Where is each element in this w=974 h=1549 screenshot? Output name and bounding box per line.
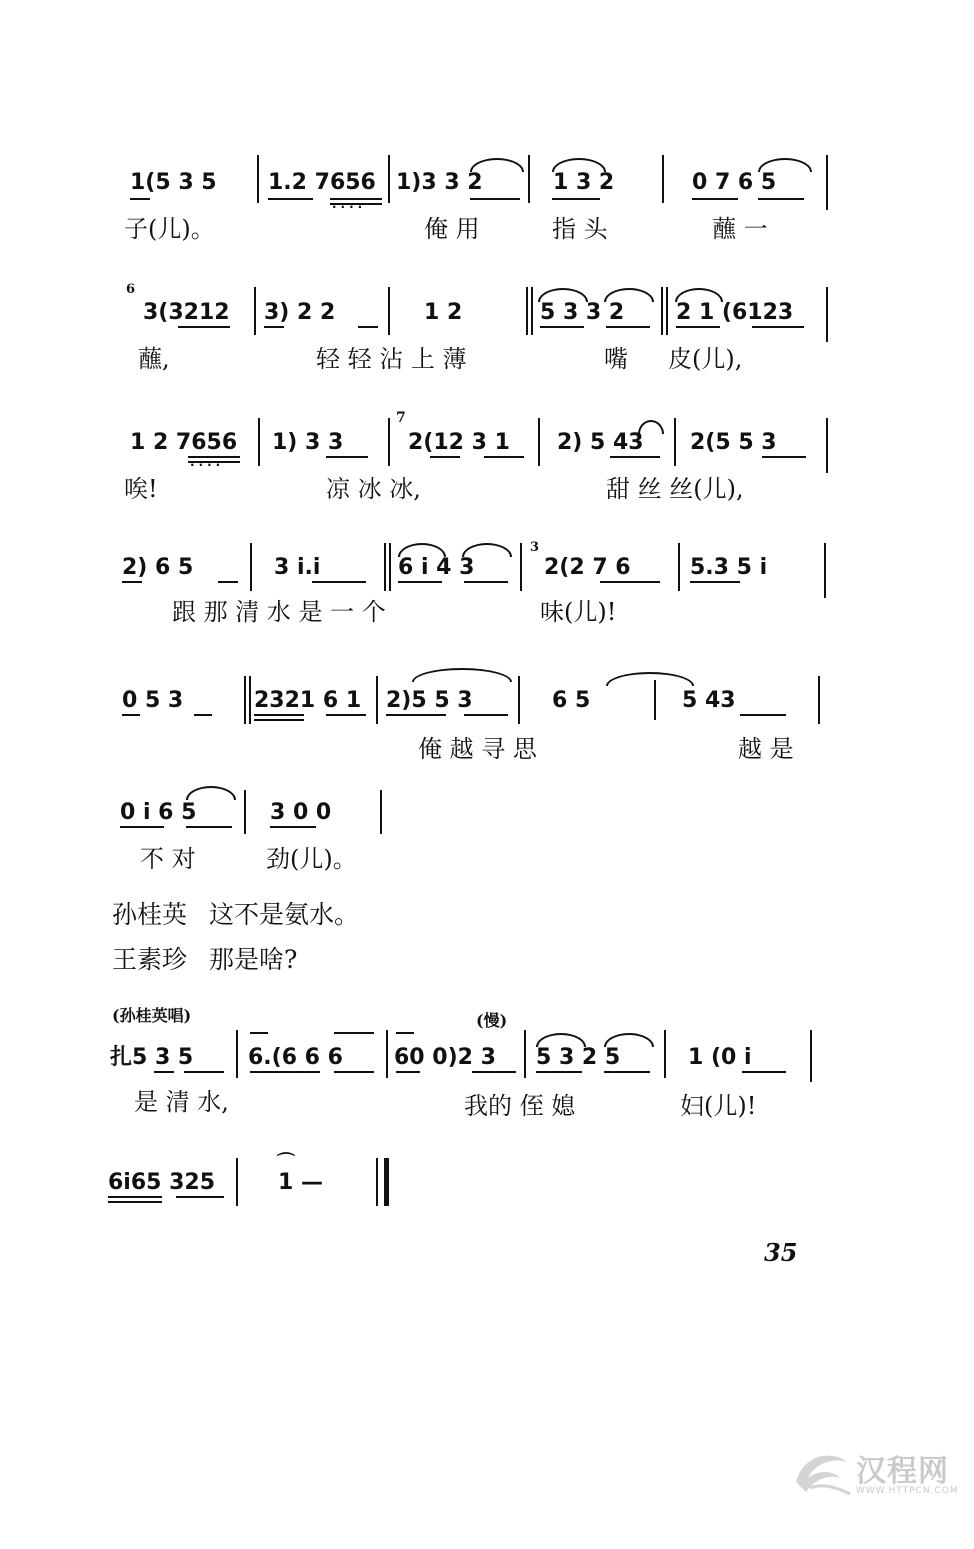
page-number: 35: [764, 1238, 798, 1267]
underline: [270, 826, 316, 828]
underline: [108, 1196, 162, 1198]
lyric: 蘸,: [138, 345, 170, 373]
dot-marks: ····: [332, 200, 367, 214]
note-group: 2)5 5 3: [386, 688, 473, 713]
note-group: 3(3212: [143, 300, 230, 325]
underline: [484, 456, 524, 458]
bar-line: [376, 1158, 378, 1206]
grace-note: 3: [530, 540, 540, 555]
watermark-brand: 汉程网: [856, 1454, 949, 1489]
underline: [762, 456, 806, 458]
bar-line: [824, 543, 826, 598]
underline: [690, 581, 740, 583]
grace-note: 7: [396, 410, 406, 426]
note-group: 1 —: [278, 1170, 323, 1195]
bar-line: [654, 680, 656, 720]
bar-line: [380, 790, 382, 834]
bar-line: [810, 1030, 812, 1082]
overline: [250, 1032, 268, 1034]
bar-line: [388, 418, 390, 466]
underline: [334, 1071, 374, 1073]
bar-line: [250, 543, 252, 591]
underline: [536, 1071, 582, 1073]
lyric: 甜 丝 丝(儿),: [606, 475, 744, 503]
note-group: 5.3 5 i: [690, 555, 768, 580]
bar-line: [826, 155, 828, 210]
lyric: 唉!: [124, 475, 158, 503]
underline: [358, 326, 378, 328]
bar-line: [236, 1030, 238, 1078]
bar-line: [826, 418, 828, 473]
underline: [326, 456, 368, 458]
dot-marks: ····: [190, 458, 225, 472]
bar-line: [678, 543, 680, 591]
overline: [396, 1032, 414, 1034]
underline: [130, 198, 150, 200]
underline: [552, 198, 600, 200]
underline: [218, 581, 238, 583]
underline: [194, 714, 212, 716]
underline: [540, 326, 584, 328]
note-group: 2 1 (6123: [676, 300, 794, 325]
lyric: 不 对: [140, 845, 196, 873]
note-group: 1 3 2: [553, 170, 615, 195]
note-group: 3 i.i: [274, 555, 321, 580]
underline: [154, 1071, 174, 1073]
singer-label: (孙桂英唱): [112, 1006, 192, 1025]
bar-line: [389, 543, 391, 591]
slur: [538, 288, 588, 302]
underline: [264, 326, 284, 328]
underline: [742, 1071, 786, 1073]
slur: [462, 543, 512, 557]
underline: [604, 1071, 650, 1073]
slur: [606, 672, 694, 686]
lyric: 蘸 一: [712, 215, 768, 243]
note-group: 5 43: [682, 688, 736, 713]
lyric: 味(儿)!: [540, 598, 617, 626]
lyric: 俺 越 寻 思: [418, 735, 537, 763]
speaker-name: 王素珍: [112, 945, 188, 974]
underline: [600, 581, 660, 583]
note-group: 6 i 4 3: [398, 555, 475, 580]
bar-line: [524, 1030, 526, 1078]
dialog-line: [112, 945, 297, 975]
lyric: 妇(儿)!: [680, 1092, 757, 1120]
note-group: 6 5: [552, 688, 591, 713]
bar-line: [520, 543, 522, 591]
underline: [396, 1071, 420, 1073]
bar-line: [674, 418, 676, 466]
bar-line: [528, 155, 530, 203]
underline: [386, 714, 446, 716]
bar-line: [384, 543, 386, 591]
lyric: 我的 侄 媳: [464, 1092, 576, 1120]
underline: [254, 719, 304, 721]
note-group: 1 2 7656: [130, 430, 238, 455]
lyric: 嘴: [604, 345, 628, 373]
note-group: 1)3 3 2: [396, 170, 483, 195]
bar-line: [531, 287, 533, 335]
lyric: 皮(儿),: [668, 345, 743, 373]
underline: [610, 456, 660, 458]
note-group: 0 i 6 5: [120, 800, 197, 825]
dialog-text: 这不是氨水。: [209, 900, 360, 929]
bar-line: [661, 287, 663, 335]
underline: [464, 581, 508, 583]
underline: [758, 198, 804, 200]
lyric: 子(儿)。: [124, 215, 215, 243]
underline: [108, 1201, 162, 1203]
underline: [470, 198, 520, 200]
slur: [675, 288, 723, 302]
note-group: 1.2 7656: [268, 170, 376, 195]
bar-line: [826, 287, 828, 342]
slur: [604, 1033, 654, 1047]
underline: [676, 326, 720, 328]
note-group: 1) 3 3: [272, 430, 344, 455]
tempo-mark: (慢): [476, 1011, 508, 1030]
bar-line: [518, 676, 520, 724]
underline: [464, 714, 508, 716]
note-group: 60 0)2 3: [394, 1045, 496, 1070]
final-bar-line: [384, 1158, 389, 1206]
bar-line: [376, 676, 378, 724]
slur: [412, 668, 512, 682]
watermark-url: WWW.HTTPCN.COM: [856, 1486, 959, 1496]
slur: [552, 158, 606, 172]
underline: [122, 714, 140, 716]
underline: [178, 326, 230, 328]
lyric: 越 是: [738, 735, 794, 763]
note-group: 3) 2 2: [264, 300, 336, 325]
underline: [250, 1071, 320, 1073]
note-group: 扎5 3 5: [110, 1045, 194, 1070]
lyric: 是 清 水,: [134, 1088, 229, 1116]
slur: [186, 786, 236, 800]
slur: [604, 288, 654, 302]
note-group: 5 3 3 2: [540, 300, 625, 325]
bar-line: [249, 676, 251, 724]
note-group: 2(12 3 1: [408, 430, 510, 455]
bar-line: [244, 790, 246, 834]
watermark: [790, 1440, 960, 1510]
underline: [120, 826, 164, 828]
underline: [326, 714, 366, 716]
slur: [398, 543, 446, 557]
lyric: 指 头: [552, 215, 608, 243]
bar-line: [388, 155, 390, 203]
note-group: 6i65 325: [108, 1170, 216, 1195]
bar-line: [666, 287, 668, 335]
bar-line: [664, 1030, 666, 1078]
lyric: 跟 那 清 水 是 一 个: [172, 598, 386, 626]
bar-line: [662, 155, 664, 203]
overline: [334, 1032, 374, 1034]
bar-line: [386, 1030, 388, 1078]
bar-line: [236, 1158, 238, 1206]
note-group: 6.(6 6 6: [248, 1045, 343, 1070]
note-group: 5 3 2 5: [536, 1045, 621, 1070]
underline: [398, 581, 442, 583]
speaker-name: 孙桂英: [112, 900, 188, 929]
underline: [752, 326, 804, 328]
note-group: 1 (0 i: [688, 1045, 752, 1070]
fermata: ⌒: [277, 1152, 295, 1173]
bar-line: [258, 418, 260, 466]
note-group: 1 2: [424, 300, 463, 325]
note-group: 2) 5 43: [557, 430, 644, 455]
grace-note: 6: [126, 282, 136, 297]
lyric: 俺 用: [424, 215, 480, 243]
slur: [536, 1033, 586, 1047]
underline: [740, 714, 786, 716]
watermark-logo-icon: [790, 1444, 856, 1500]
underline: [430, 456, 460, 458]
underline: [692, 198, 738, 200]
bar-line: [244, 676, 246, 724]
note-group: 2) 6 5: [122, 555, 194, 580]
slur: [758, 158, 812, 172]
dialog-line: [112, 900, 359, 930]
dialog-text: 那是啥?: [209, 945, 298, 974]
bar-line: [818, 676, 820, 724]
note-group: 2321 6 1: [254, 688, 362, 713]
bar-line: [388, 287, 390, 335]
note-group: 0 5 3: [122, 688, 184, 713]
bar-line: [538, 418, 540, 466]
underline: [312, 581, 366, 583]
note-group: 2(2 7 6: [544, 555, 631, 580]
note-group: 3 0 0: [270, 800, 332, 825]
underline: [268, 198, 313, 200]
note-group: 1(5 3 5: [130, 170, 217, 195]
slur: [470, 158, 524, 172]
underline: [176, 1196, 224, 1198]
note-group: 2(5 5 3: [690, 430, 777, 455]
bar-line: [254, 287, 256, 335]
bar-line: [526, 287, 528, 335]
underline: [254, 714, 304, 716]
lyric: 凉 冰 冰,: [326, 475, 421, 503]
underline: [472, 1071, 516, 1073]
slur: [638, 420, 664, 434]
bar-line: [257, 155, 259, 203]
underline: [186, 826, 232, 828]
underline: [122, 581, 142, 583]
lyric: 轻 轻 沾 上 薄: [316, 345, 467, 373]
underline: [184, 1071, 224, 1073]
note-group: 0 7 6 5: [692, 170, 777, 195]
lyric: 劲(儿)。: [266, 845, 357, 873]
underline: [606, 326, 650, 328]
